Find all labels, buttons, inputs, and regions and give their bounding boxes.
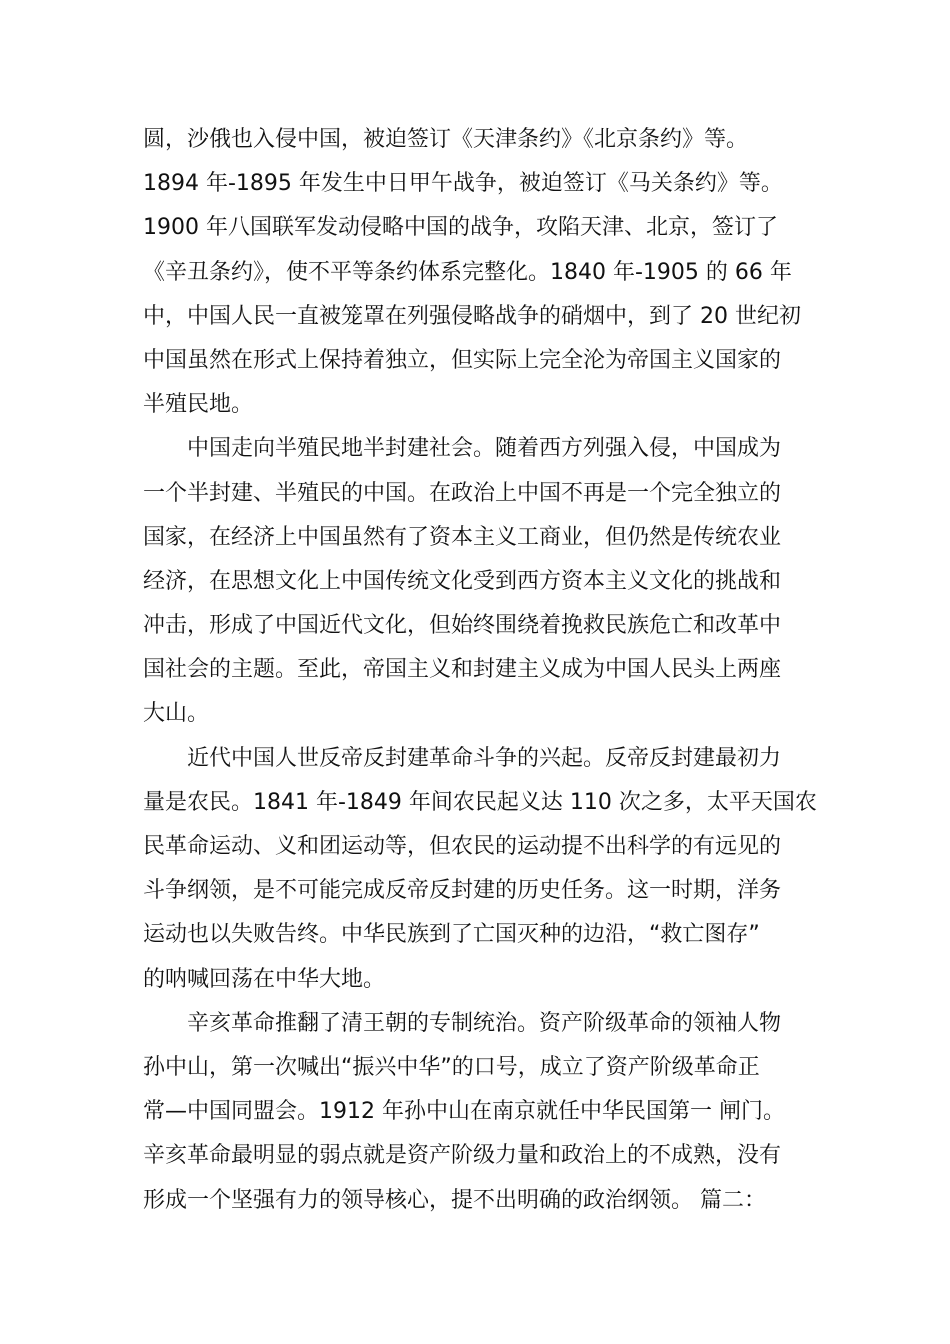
text-line: 冲击，形成了中国近代文化，但始终围绕着挽救民族危亡和改革中	[143, 613, 782, 639]
text-line: 一个半封建、半殖民的中国。在政治上中国不再是一个完全独立的	[143, 480, 782, 506]
text-line: 大山。	[143, 701, 210, 727]
text-line: 民革命运动、义和团运动等，但农民的运动提不出科学的有远见的	[143, 834, 782, 859]
text-line: 的呐喊回荡在中华大地。	[143, 966, 386, 992]
text-line: 圆，沙俄也入侵中国，被迫签订《天津条约》《北京条约》等。	[143, 127, 749, 152]
text-line: 常—中国同盟会。1912 年孙中山在南京就任中华民国第一 闸门。	[143, 1099, 785, 1125]
text-line: 经济，在思想文化上中国传统文化受到西方资本主义文化的挑战和	[143, 568, 782, 594]
text-line: 国家，在经济上中国虽然有了资本主义工商业，但仍然是传统农业	[143, 524, 782, 550]
text-line: 1894 年-1895 年发生中日甲午战争，被迫签订《马关条约》等。	[143, 171, 783, 197]
text-line: 运动也以失败告终。中华民族到了亡国灭种的边沿，“救亡图存”	[143, 922, 760, 948]
paragraph-first-line: 中国走向半殖民地半封建社会。随着西方列强入侵，中国成为	[187, 436, 782, 462]
text-line: 中国虽然在形式上保持着独立，但实际上完全沦为帝国主义国家的	[143, 347, 782, 373]
paragraph-first-line: 辛亥革命推翻了清王朝的专制统治。资产阶级革命的领袖人物	[187, 1010, 782, 1036]
text-line: 国社会的主题。至此，帝国主义和封建主义成为中国人民头上两座	[143, 657, 782, 683]
body-text	[143, 118, 823, 1223]
text-line: 辛亥革命最明显的弱点就是资产阶级力量和政治上的不成熟，没有	[143, 1143, 782, 1169]
text-line: 中，中国人民一直被笼罩在列强侵略战争的硝烟中，到了 20 世纪初	[143, 303, 801, 329]
paragraph-first-line: 近代中国人世反帝反封建革命斗争的兴起。反帝反封建最初力	[187, 745, 782, 771]
text-line: 《辛丑条约》，使不平等条约体系完整化。1840 年-1905 的 66 年	[143, 259, 792, 285]
text-line: 半殖民地。	[143, 392, 254, 418]
text-line: 1900 年八国联军发动侵略中国的战争，攻陷天津、北京，签订了	[143, 215, 778, 241]
text-line: 斗争纲领，是不可能完成反帝反封建的历史任务。这一时期，洋务	[143, 878, 782, 904]
text-line: 孙中山，第一次喊出“振兴中华”的口号，成立了资产阶级革命正	[143, 1054, 760, 1080]
text-line: 量是农民。1841 年-1849 年间农民起义达 110 次之多，太平天国农	[143, 789, 817, 815]
text-line: 形成一个坚强有力的领导核心，提不出明确的政治纲领。 篇二：	[143, 1187, 766, 1213]
